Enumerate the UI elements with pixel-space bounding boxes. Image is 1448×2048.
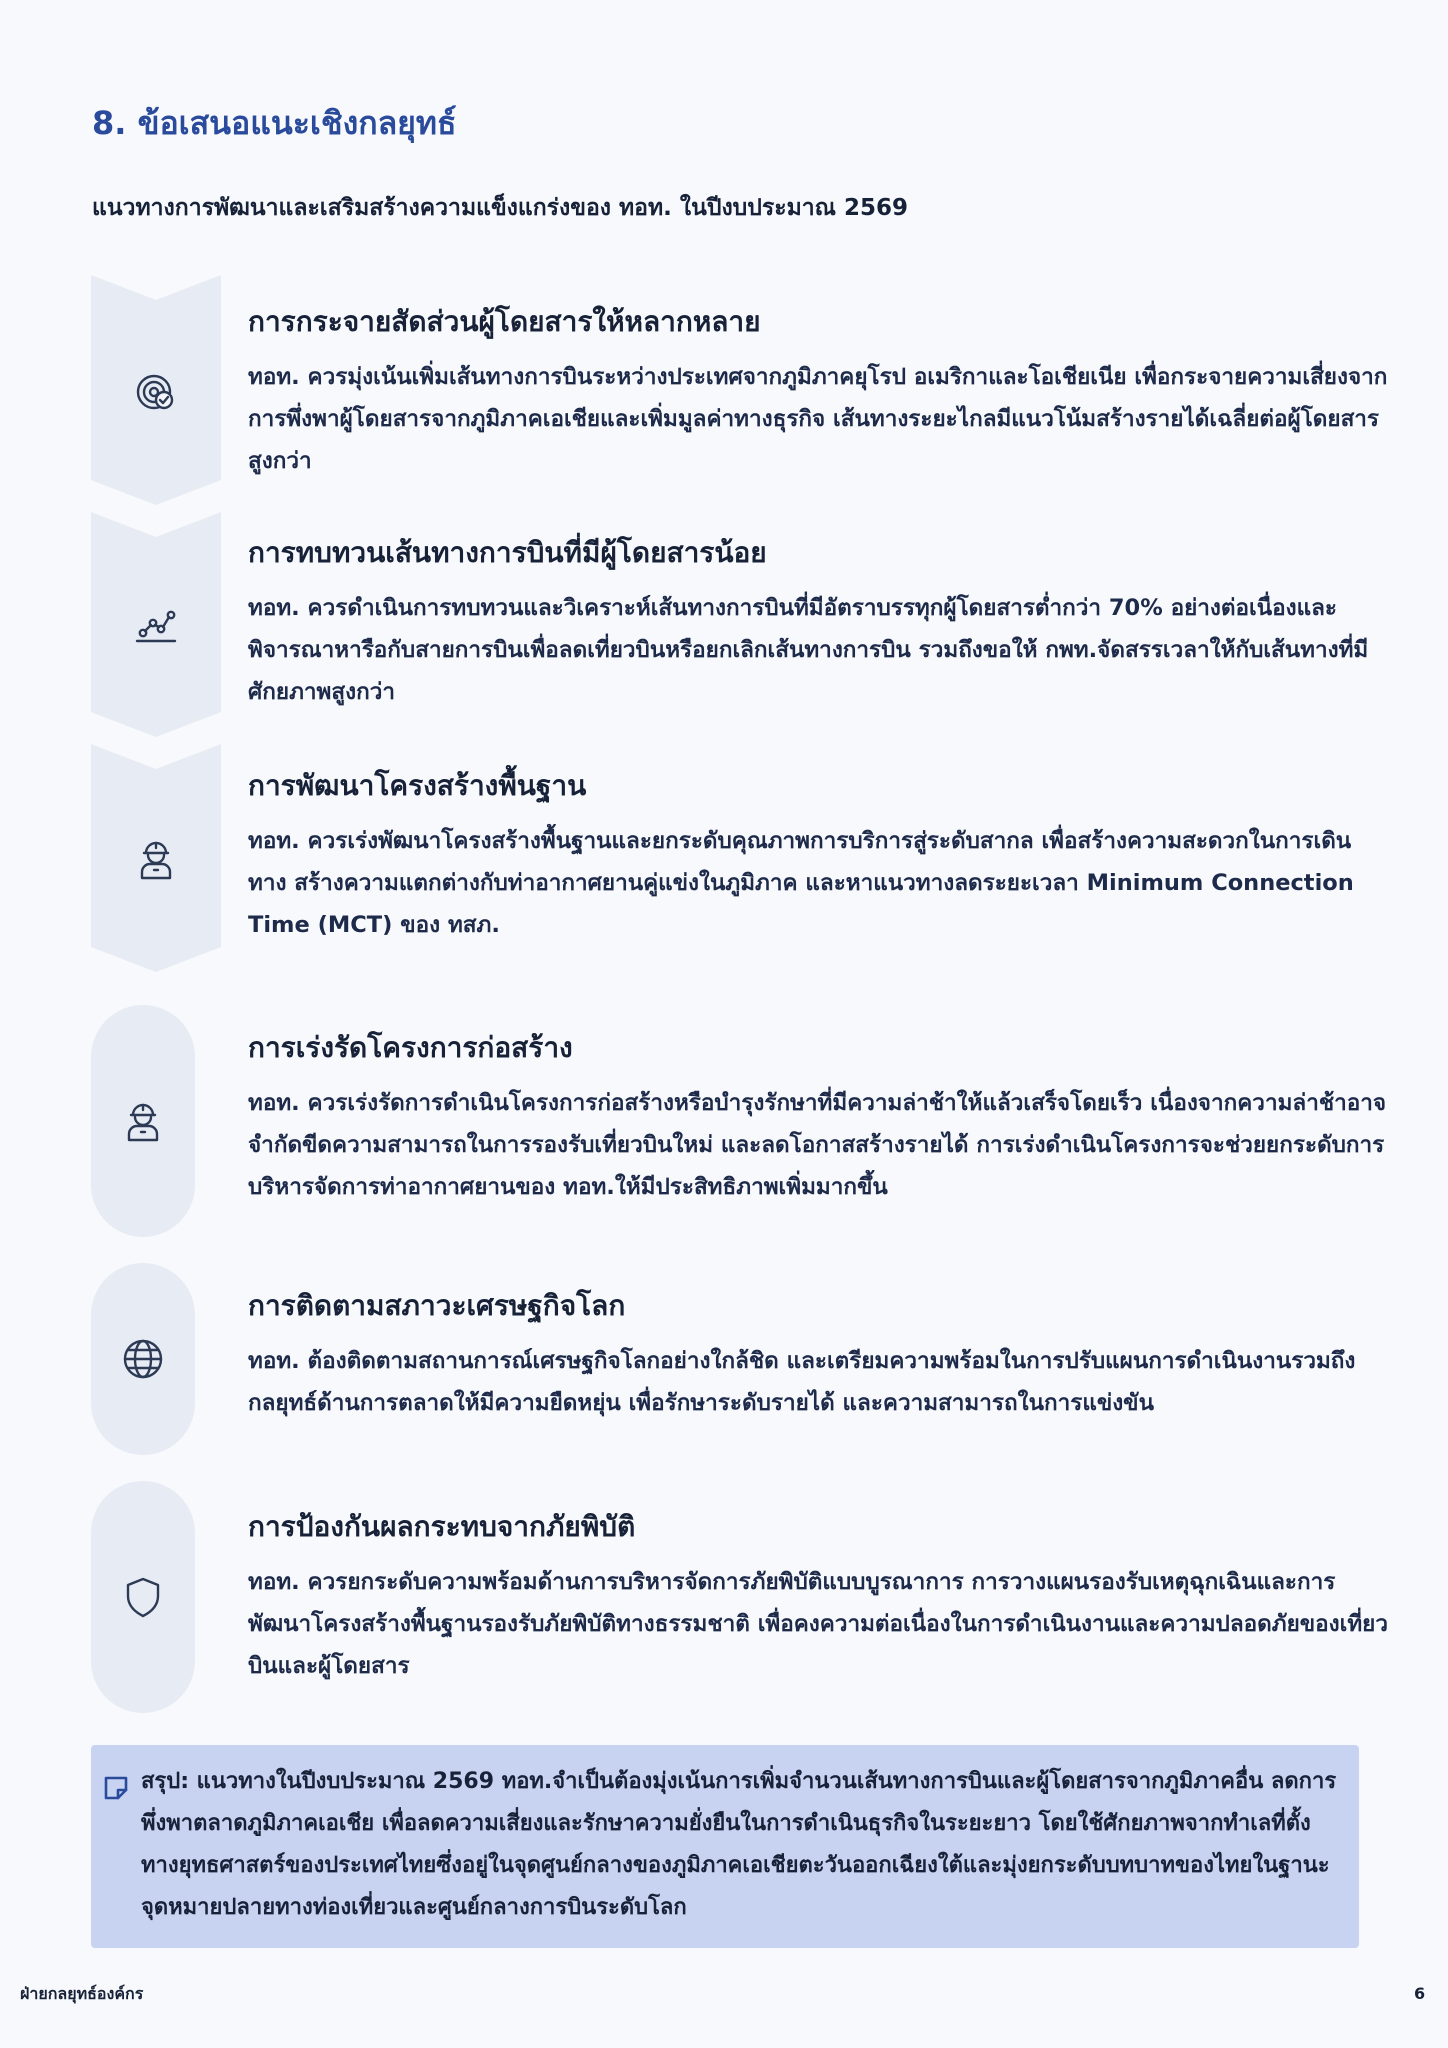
engineer-icon — [131, 834, 181, 884]
recommendation-body: ทอท. ควรเร่งรัดการดำเนินโครงการก่อสร้างหรือบำรุงรักษาที่มีความล่าช้าให้แล้วเสร็จโดยเร็ว เนื่องจากความล่าช้าอาจจำกัดขีดความสามารถในการรองรับเที่ยวบินใหม่ และลดโอกาสสร้างรายได้ การเร่งดำเนินโครงการจะช่วยยกระดับการบริหารจัดการท่าอากาศยานของ ทอท.ให้มีประสิทธิภาพเพิ่มมากขึ้น — [248, 1090, 1387, 1200]
note-icon — [101, 1773, 131, 1803]
recommendation-title: การติดตามสภาวะเศรษฐกิจโลก — [248, 1289, 626, 1322]
trend-chart-icon — [131, 600, 181, 650]
recommendation-title: การกระจายสัดส่วนผู้โดยสารให้หลากหลาย — [248, 305, 761, 338]
page-title: 8. ข้อเสนอแนะเชิงกลยุทธ์ — [92, 104, 457, 142]
recommendation-1 — [248, 302, 1388, 482]
recommendation-title: การเร่งรัดโครงการก่อสร้าง — [248, 1031, 573, 1064]
footer-department: ฝ่ายกลยุทธ์องค์กร — [20, 1984, 144, 2003]
recommendation-3 — [248, 766, 1388, 946]
globe-icon — [118, 1334, 168, 1384]
recommendation-2 — [248, 533, 1388, 713]
recommendation-body: ทอท. ต้องติดตามสถานการณ์เศรษฐกิจโลกอย่างใกล้ชิด และเตรียมความพร้อมในการปรับแผนการดำเนินงานรวมถึงกลยุทธ์ด้านการตลาดให้มีความยืดหยุ่น เพื่อรักษาระดับรายได้ และความสามารถในการแข่งขัน — [248, 1348, 1356, 1416]
recommendation-body: ทอท. ควรมุ่งเน้นเพิ่มเส้นทางการบินระหว่างประเทศจากภูมิภาคยุโรป อเมริกาและโอเชียเนีย เพื่อกระจายความเสี่ยงจากการพึ่งพาผู้โดยสารจากภูมิภาคเอเชียและเพิ่มมูลค่าทางธุรกิจ เส้นทางระยะไกลมีแนวโน้มสร้างรายได้เฉลี่ยต่อผู้โดยสารสูงกว่า — [248, 364, 1388, 474]
recommendation-body: ทอท. ควรยกระดับความพร้อมด้านการบริหารจัดการภัยพิบัติแบบบูรณาการ การวางแผนรองรับเหตุฉุกเฉินและการพัฒนาโครงสร้างพื้นฐานรองรับภัยพิบัติทางธรรมชาติ เพื่อคงความต่อเนื่องในการดำเนินงานและความปลอดภัยของเที่ยวบินและผู้โดยสาร — [248, 1569, 1388, 1679]
page-number: 6 — [1414, 1984, 1426, 2003]
recommendation-5 — [248, 1286, 1388, 1424]
shield-icon — [118, 1572, 168, 1622]
summary-text: สรุป: แนวทางในปีงบประมาณ 2569 ทอท.จำเป็นต้องมุ่งเน้นการเพิ่มจำนวนเส้นทางการบินและผู้โดยสารจากภูมิภาคอื่น ลดการพึ่งพาตลาดภูมิภาคเอเชีย เพื่อลดความเสี่ยงและรักษาความยั่งยืนในการดำเนินธุรกิจในระยะยาว โดยใช้ศักยภาพจากทำเลที่ตั้งทางยุทธศาสตร์ของประเทศไทยซึ่งอยู่ในจุดศูนย์กลางของภูมิภาคเอเชียตะวันออกเฉียงใต้และมุ่งยกระดับบทบาทของไทยในฐานะจุดหมายปลายทางท่องเที่ยวและศูนย์กลางการบินระดับโลก — [141, 1769, 1337, 1920]
recommendation-body: ทอท. ควรเร่งพัฒนาโครงสร้างพื้นฐานและยกระดับคุณภาพการบริการสู่ระดับสากล เพื่อสร้างความสะดวกในการเดินทาง สร้างความแตกต่างกับท่าอากาศยานคู่แข่งในภูมิภาค และหาแนวทางลดระยะเวลา Minimum Connection Time (MCT) ของ ทสภ. — [248, 828, 1354, 938]
recommendation-6 — [248, 1507, 1388, 1687]
engineer-icon — [118, 1096, 168, 1146]
recommendation-4 — [248, 1028, 1388, 1208]
summary-box — [91, 1745, 1359, 1948]
target-check-icon — [131, 367, 181, 417]
recommendation-body: ทอท. ควรดำเนินการทบทวนและวิเคราะห์เส้นทางการบินที่มีอัตราบรรทุกผู้โดยสารต่ำกว่า 70% อย่างต่อเนื่องและพิจารณาหารือกับสายการบินเพื่อลดเที่ยวบินหรือยกเลิกเส้นทางการบิน รวมถึงขอให้ กพท.จัดสรรเวลาให้กับเส้นทางที่มีศักยภาพสูงกว่า — [248, 595, 1369, 705]
page-subtitle: แนวทางการพัฒนาและเสริมสร้างความแข็งแกร่งของ ทอท. ในปีงบประมาณ 2569 — [92, 195, 909, 221]
recommendation-title: การพัฒนาโครงสร้างพื้นฐาน — [248, 769, 587, 802]
recommendation-title: การป้องกันผลกระทบจากภัยพิบัติ — [248, 1510, 636, 1543]
recommendation-title: การทบทวนเส้นทางการบินที่มีผู้โดยสารน้อย — [248, 536, 767, 569]
